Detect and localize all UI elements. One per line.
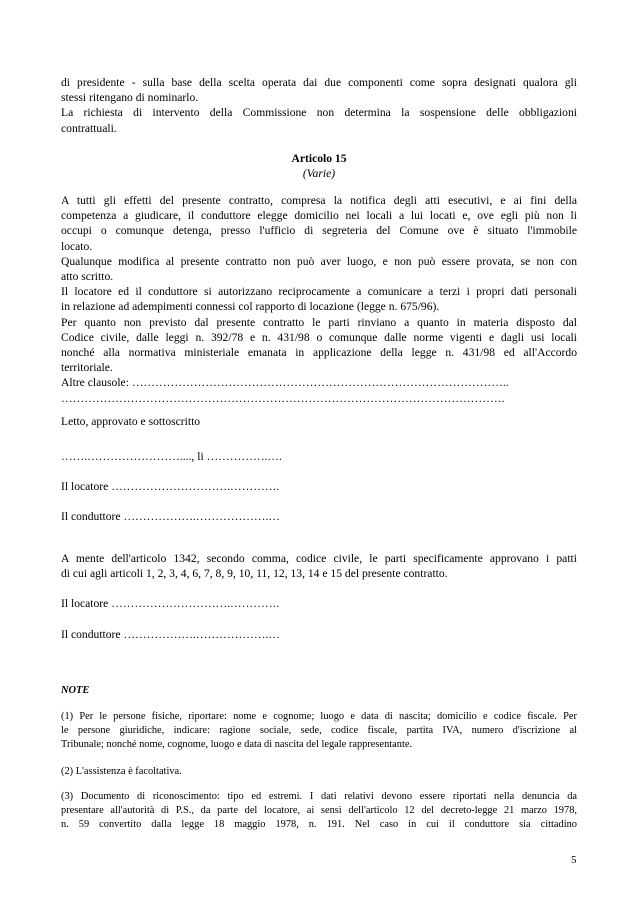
text-line: n. 59 convertito dalla legge 18 maggio 1978, n. 191. Nel caso in cui il conduttore sia cittadino bbox=[61, 819, 577, 831]
text-line: in relazione ad adempimenti connessi col rapporto di locazione (legge n. 675/96). bbox=[61, 300, 440, 314]
conduttore-signature: Il conduttore ……………….……………….… bbox=[61, 510, 280, 523]
note-3 bbox=[61, 790, 577, 833]
intro-paragraph bbox=[61, 75, 577, 136]
text-line: A tutti gli effetti del presente contratto, compresa la notifica degli atti esecutivi, e ai fini della bbox=[61, 194, 577, 207]
text-line: A mente dell'articolo 1342, secondo comma, codice civile, le parti specificamente approvano i patti bbox=[61, 552, 577, 565]
text-line: Tribunale; nonché nome, cognome, luogo e data di nascita del legale rappresentante. bbox=[61, 739, 413, 751]
note-2: (2) L'assistenza è facoltativa. bbox=[61, 766, 182, 777]
article-title: Articolo 15 bbox=[291, 152, 347, 165]
text-line: territoriale. bbox=[61, 361, 113, 375]
page-number: 5 bbox=[571, 854, 577, 866]
text-line: atto scritto. bbox=[61, 270, 114, 284]
approval-locatore-signature: Il locatore ………………………….…………. bbox=[61, 597, 280, 610]
text-line: Codice civile, dalle leggi n. 392/78 e n. 431/98 o comunque dalle norme vigenti e dagli usi locali bbox=[61, 330, 577, 344]
text-line: di presidente - sulla base della scelta operata dai due componenti come sopra designati qualora gli bbox=[61, 76, 577, 89]
text-line: La richiesta di intervento della Commissione non determina la sospensione delle obbligazioni bbox=[61, 106, 577, 120]
text-line: (3) Documento di riconoscimento: tipo ed estremi. I dati relativi devono essere riportati nella denuncia da bbox=[61, 791, 577, 802]
text-line: competenza a giudicare, il conduttore elegge domicilio nei locali a lui locati e, ove egli più non li bbox=[61, 209, 577, 223]
text-line: le persone giuridiche, indicare: ragione sociale, sede, codice fiscale, partita IVA, numero d'iscrizione al bbox=[61, 725, 577, 737]
text-line: di cui agli articoli 1, 2, 3, 4, 6, 7, 8, 9, 10, 11, 12, 13, 14 e 15 del presente contratto. bbox=[61, 567, 448, 581]
text-line: presentare all'autorità di P.S., da parte del locatore, ai sensi dell'articolo 12 del decreto-legge 21 marzo 1978, bbox=[61, 805, 577, 817]
text-line: Per quanto non previsto dal presente contratto le parti rinviano a quanto in materia disposto dal bbox=[61, 315, 577, 329]
note-1 bbox=[61, 710, 577, 753]
approved-label: Letto, approvato e sottoscritto bbox=[61, 415, 201, 428]
text-line: occupi o comunque detenga, presso l'ufficio di segreteria del Comune ove è situato l'immobile bbox=[61, 224, 577, 238]
text-line: ……………………………………………………………………………………………………. bbox=[61, 391, 505, 405]
body-paragraphs bbox=[61, 193, 577, 406]
approval-conduttore-signature: Il conduttore ……………….……………….… bbox=[61, 628, 280, 641]
approval-paragraph bbox=[61, 551, 577, 581]
article-subtitle: (Varie) bbox=[302, 167, 336, 180]
locatore-signature: Il locatore ………………………….…………. bbox=[61, 480, 280, 493]
text-line: nonché alla normativa ministeriale emanata in applicazione della legge n. 431/98 ed all'Accordo bbox=[61, 346, 577, 360]
notes-heading: NOTE bbox=[61, 685, 90, 696]
text-line: Altre clausole: …………………………………………………………………………………….. bbox=[61, 376, 509, 390]
text-line: Il locatore ed il conduttore si autorizzano reciprocamente a comunicare a terzi i propri dati personali bbox=[61, 285, 577, 299]
text-line: (1) Per le persone fisiche, riportare: nome e cognome; luogo e data di nascita; domicilio e codice fiscale. Per bbox=[61, 711, 577, 722]
text-line: Qualunque modifica al presente contratto non può aver luogo, e non può essere provata, se non con bbox=[61, 254, 577, 268]
text-line: locato. bbox=[61, 239, 93, 253]
text-line: stessi ritengano di nominarlo. bbox=[61, 91, 199, 105]
text-line: contrattuali. bbox=[61, 121, 117, 135]
place-date-line: …….……………………...., li …………….…. bbox=[61, 450, 282, 463]
